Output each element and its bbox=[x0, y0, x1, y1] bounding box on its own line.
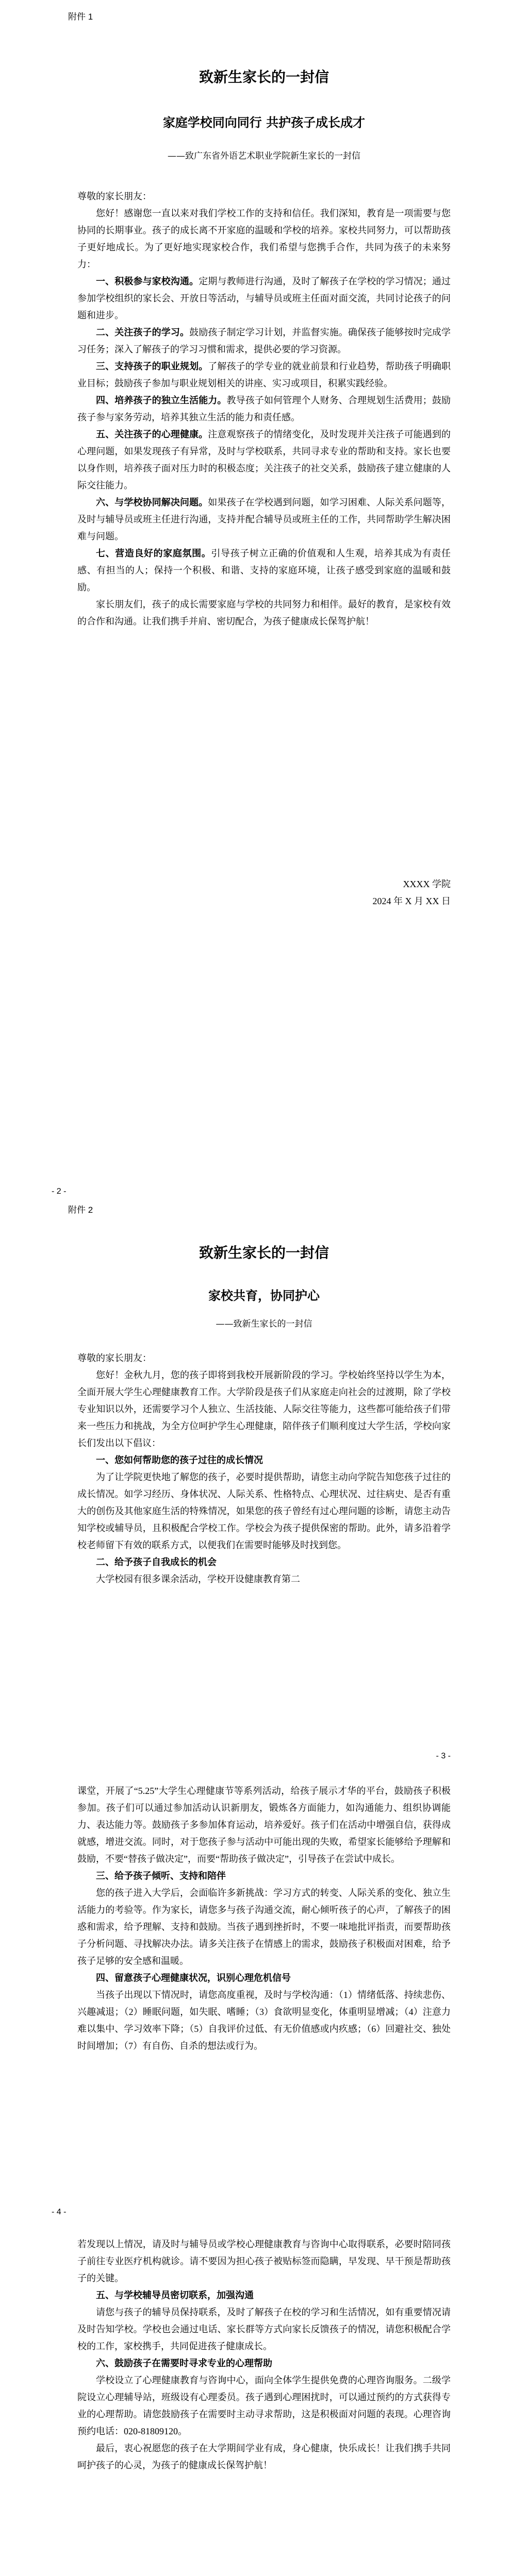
section-6-text: 学校设立了心理健康教育与咨询中心，面向全体学生提供免费的心理咨询服务。二级学院设立心理辅导站，班级设有心理委员。孩子遇到心理困扰时，可以通过预约的方式获得专业的心理帮助。请您鼓励孩子在需要时主动寻求帮助，这是积极面对问题的表现。心理咨询预约电话：020-81809120。 bbox=[77, 2375, 451, 2436]
point-1 bbox=[77, 273, 451, 324]
letter-subtitle: 家校共育，协同护心 bbox=[208, 1288, 320, 1303]
point-3 bbox=[77, 358, 451, 392]
section-1-title: 一、您如何帮助您的孩子过往的成长情况 bbox=[96, 1455, 263, 1465]
point-4-text: 教导孩子如何管理个人财务、合理规划生活费用；鼓励孩子参与家务劳动，培养其独立生活的能力和责任感。 bbox=[77, 395, 451, 422]
point-6-text: 如果孩子在学校遇到问题，如学习困难、人际关系问题等，及时与辅导员或班主任进行沟通，支持并配合辅导员或班主任的工作，共同帮助学生解决困难与问题。 bbox=[77, 497, 451, 541]
section-2-text: 大学校园有很多课余活动，学校开设健康教育第二 bbox=[96, 1574, 300, 1584]
letter-subtitle: 家庭学校同向同行 共护孩子成长成才 bbox=[162, 115, 366, 130]
point-2-text: 鼓励孩子制定学习计划，并监督实施。确保孩子能够按时完成学习任务；深入了解孩子的学习习惯和需求，提供必要的学习资源。 bbox=[77, 327, 451, 354]
salutation: 尊敬的家长朋友： bbox=[77, 191, 152, 201]
intro-paragraph: 您好！感谢您一直以来对我们学校工作的支持和信任。我们深知，教育是一项需要与您协同的长期事业。孩子的成长离不开家庭的温暖和学校的培养。家校共同努力，可以帮助孩子更好地成长。为了更好地实现家校合作，我们希望与您携手合作，共同为孩子的未来努力： bbox=[77, 208, 451, 269]
page-number-3: - 3 - bbox=[436, 1752, 451, 1760]
letter-byline: ——致新生家长的一封信 bbox=[216, 1319, 312, 1329]
section-1-text: 为了让学院更快地了解您的孩子，必要时提供帮助，请您主动向学院告知您孩子过往的成长情况。如学习经历、身体状况、人际关系、性格特点、心理状况、过往病史、是否有重大的创伤及其他家庭生活的特殊情况，如果您的孩子曾经有过心理问题的诊断，请您主动告知学校或辅导员，且积极配合学校工作。学校会为孩子提供保密的帮助。此外，请多沿着学校老师留下有效的联系方式，以便我们在需要时能够及时找到您。 bbox=[77, 1472, 451, 1550]
point-5-head: 五、关注孩子的心理健康。 bbox=[96, 429, 208, 439]
section-4-title: 四、留意孩子心理健康状况，识别心理危机信号 bbox=[96, 1973, 291, 1983]
closing-paragraph: 家长朋友们，孩子的成长需要家庭与学校的共同努力和相伴。最好的教育，是家校有效的合作和沟通。让我们携手并肩、密切配合，为孩子健康成长保驾护航！ bbox=[77, 599, 451, 626]
letter-body-part-3 bbox=[77, 2236, 451, 2474]
signature-block bbox=[373, 876, 451, 910]
page-2 bbox=[0, 1185, 528, 2576]
point-2-head: 二、关注孩子的学习。 bbox=[96, 327, 190, 337]
point-5-text: 注意观察孩子的情绪变化，及时发现并关注孩子可能遇到的心理问题，如果发现孩子有异常，及时与学校联系，共同寻求专业的帮助和支持。家长也要以身作则，培养孩子面对压力时的积极态度；关注孩子的社交关系，鼓励孩子建立健康的人际交往能力。 bbox=[77, 429, 451, 490]
letter-body-part-2 bbox=[77, 1783, 451, 2055]
section-2-text-cont: 课堂，开展了“5.25”大学生心理健康节等系列活动，给孩子展示才华的平台，鼓励孩子积极参加。孩子们可以通过参加活动认识新朋友，锻炼各方面能力，如沟通能力、组织协调能力、表达能力等。鼓励孩子多参加体育运动，培养爱好。孩子们在活动中增强自信，获得成就感，增进交流。同时，对于您孩子参与活动中可能出现的失败，希望家长能够给予理解和鼓励，不要“替孩子做决定”，而要“帮助孩子做决定”，引导孩子在尝试中成长。 bbox=[77, 1786, 451, 1864]
point-1-head: 一、积极参与家校沟通。 bbox=[96, 276, 199, 286]
point-7 bbox=[77, 545, 451, 596]
section-5-title: 五、与学校辅导员密切联系，加强沟通 bbox=[96, 2290, 254, 2300]
point-3-head: 三、支持孩子的职业规划。 bbox=[96, 361, 208, 371]
closing-paragraph: 最后，衷心祝愿您的孩子在大学期间学业有成，身心健康，快乐成长！让我们携手共同呵护孩子的心灵，为孩子的健康成长保驾护航！ bbox=[77, 2443, 451, 2470]
point-1-text: 定期与教师进行沟通，及时了解孩子在学校的学习情况；通过参加学校组织的家长会、开放日等活动，与辅导员或班主任面对面交流，共同讨论孩子的问题和进步。 bbox=[77, 276, 451, 320]
point-6 bbox=[77, 494, 451, 545]
point-5 bbox=[77, 426, 451, 494]
sign-date: 2024 年 X 月 XX 日 bbox=[372, 896, 451, 906]
attachment-label: 附件 1 bbox=[68, 12, 93, 22]
salutation: 尊敬的家长朋友： bbox=[77, 1353, 152, 1363]
letter-body bbox=[77, 188, 451, 630]
letter-byline: ——致广东省外语艺术职业学院新生家长的一封信 bbox=[168, 151, 360, 161]
point-4 bbox=[77, 392, 451, 426]
intro-paragraph: 您好！金秋九月，您的孩子即将到我校开展新阶段的学习。学校始终坚持以学生为本，全面开展大学生心理健康教育工作。大学阶段是孩子们从家庭走向社会的过渡期，除了学校专业知识以外，还需要学习个人独立、生活技能、人际交往等能力，这些都可能给孩子们带来一些压力和挑战，为全方位呵护学生心理健康，陪伴孩子们顺利度过大学生活，学校向家长们发出以下倡议： bbox=[77, 1370, 451, 1448]
section-4-text-cont: 若发现以上情况，请及时与辅导员或学校心理健康教育与咨询中心取得联系，必要时陪同孩子前往专业医疗机构就诊。请不要因为担心孩子被贴标签而隐瞒，早发现、早干预是帮助孩子的关键。 bbox=[77, 2239, 451, 2283]
section-5-text: 请您与孩子的辅导员保持联系，及时了解孩子在校的学习和生活情况，如有重要情况请及时告知学校。学校也会通过电话、家长群等方式向家长反馈孩子的情况，请您积极配合学校的工作，家校携手，共同促进孩子健康成长。 bbox=[77, 2307, 451, 2351]
point-7-text: 引导孩子树立正确的价值观和人生观，培养其成为有责任感、有担当的人；保持一个积极、和谐、支持的家庭环境，让孩子感受到家庭的温暖和鼓励。 bbox=[77, 548, 451, 592]
page-number: - 2 - bbox=[52, 1187, 67, 1196]
section-3-text: 您的孩子进入大学后，会面临许多新挑战：学习方式的转变、人际关系的变化、独立生活能力的考验等。作为家长，请您多与孩子沟通交流，耐心倾听孩子的心声，了解孩子的困惑和需求，给予理解、支持和鼓励。当孩子遇到挫折时，不要一味地批评指责，而要帮助孩子分析问题、寻找解决办法。请多关注孩子在情感上的需求，鼓励孩子积极面对困难，给予孩子足够的安全感和温暖。 bbox=[77, 1888, 451, 1966]
section-6-title: 六、鼓励孩子在需要时寻求专业的心理帮助 bbox=[96, 2358, 272, 2368]
section-3-title: 三、给予孩子倾听、支持和陪伴 bbox=[96, 1871, 226, 1881]
letter-title: 致新生家长的一封信 bbox=[199, 69, 329, 86]
section-4-text: 当孩子出现以下情况时，请您高度重视，及时与学校沟通：（1）情绪低落、持续悲伤、兴趣减退；（2）睡眠问题，如失眠、嗜睡；（3）食欲明显变化，体重明显增减；（4）注意力难以集中、学习效率下降；（5）自我评价过低、有无价值感或内疚感；（6）回避社交、独处时间增加；（7）有自伤、自杀的想法或行为。 bbox=[77, 1990, 451, 2051]
point-4-head: 四、培养孩子的独立生活能力。 bbox=[96, 395, 227, 405]
point-6-head: 六、与学校协同解决问题。 bbox=[96, 497, 208, 507]
sign-org: XXXX 学院 bbox=[403, 879, 451, 889]
attachment-label: 附件 2 bbox=[68, 1205, 93, 1215]
page-1 bbox=[0, 0, 528, 1195]
point-3-text: 了解孩子的学专业的就业前景和行业趋势，帮助孩子明确职业目标；鼓励孩子参加与职业规划相关的讲座、实习或项目，积累实践经验。 bbox=[77, 361, 451, 388]
point-2 bbox=[77, 324, 451, 358]
section-2-title: 二、给予孩子自我成长的机会 bbox=[96, 1557, 217, 1567]
page-number-4: - 4 - bbox=[52, 2208, 67, 2216]
point-7-head: 七、营造良好的家庭氛围。 bbox=[96, 548, 211, 558]
letter-title: 致新生家长的一封信 bbox=[199, 1244, 329, 1261]
letter-body-part-1 bbox=[77, 1350, 451, 1588]
